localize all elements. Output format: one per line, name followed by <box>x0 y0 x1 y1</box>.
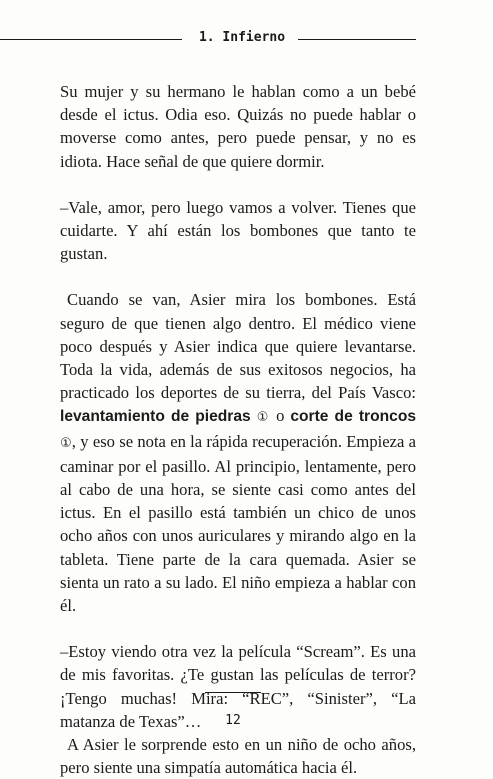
term-text-1: levantamiento de piedras <box>60 408 251 426</box>
paragraph-3-text-c: , y eso se nota en la rápida recuperación. Empieza a caminar por el pasillo. Al principio, lentamente, pero al cabo de una hora, se siente casi como antes del ictus. En el pasillo está también un chico de unos ocho años con unos auriculares y mirando algo en la tableta. Tiene parte de la cara quemada. Asier se sienta un rato a su lado. El niño empieza a hablar con él. <box>60 431 416 616</box>
paragraph-3-text-b: o <box>270 406 291 426</box>
header-rule-right <box>298 39 416 40</box>
chapter-title: 1. Infierno <box>198 30 286 45</box>
footnote-mark-1: ① <box>256 410 271 426</box>
body-text <box>60 80 416 779</box>
term-text-2: corte de troncos <box>290 408 417 426</box>
page-number: 12 <box>225 713 241 728</box>
page-header <box>0 30 493 48</box>
paragraph-5: A Asier le sorprende esto en un niño de ocho años, pero siente una simpatía automática hacia él. <box>60 735 416 778</box>
paragraph-2-dialogue: –Vale, amor, pero luego vamos a volver. Tienes que cuidarte. Y ahí están los bombones que tanto te gustan. <box>60 197 416 264</box>
footnote-mark-2: ① <box>60 435 72 451</box>
paragraph-1: Su mujer y su hermano le hablan como a un bebé desde el ictus. Odia eso. Quizás no puede hablar o moverse como antes, pero puede pensar, y no es idiota. Hace señal de que quiere dormir. <box>60 82 416 171</box>
paragraph-4-dialogue: –Estoy viendo otra vez la película “Scream”. Es una de mis favoritas. ¿Te gustan las películas de terror? ¡Tengo muchas! Mira: “REC”, “Sinister”, “La matanza de Texas”… <box>60 642 416 731</box>
paragraph-3-text-a: Cuando se van, Asier mira los bombones. Está seguro de que tienen algo dentro. El médico viene poco después y Asier indica que quiere levantarse. Toda la vida, además de sus exitosos negocios, ha practicado los deportes de su tierra, del País Vasco: <box>60 290 416 403</box>
footer-rule <box>205 692 261 693</box>
header-rule-left <box>0 39 182 40</box>
paragraph-3 <box>60 288 416 617</box>
term-levantamiento-de-piedras <box>60 408 270 425</box>
